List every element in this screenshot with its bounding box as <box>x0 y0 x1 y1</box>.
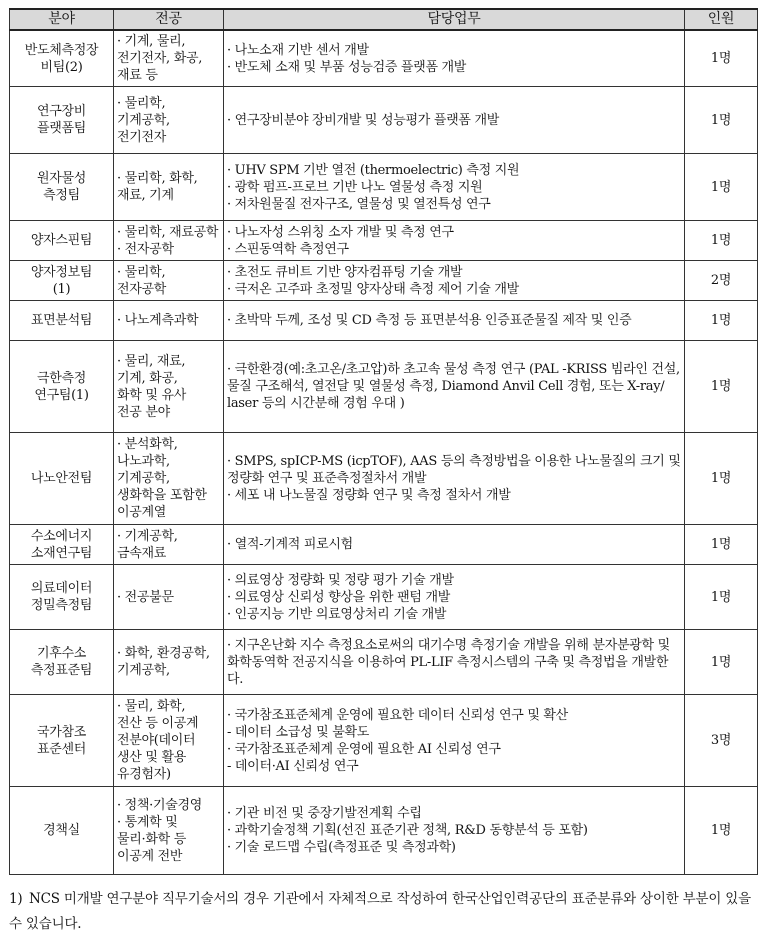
major-cell-line: · 기계, 물리, <box>117 34 186 49</box>
field-cell-line: 나노안전팀 <box>30 471 93 486</box>
duty-cell-line: · 극저온 고주파 초정밀 양자상태 측정 제어 기술 개발 <box>227 281 519 297</box>
major-cell-line: 기계공학, <box>117 112 170 128</box>
field-cell-line: 플랫폼팀 <box>36 121 87 136</box>
footnote-mark: 1) <box>9 891 23 907</box>
duty-cell-line: · 초전도 큐비트 기반 양자컴퓨팅 기술 개발 <box>227 264 463 280</box>
major-cell-line: 전공 분야 <box>117 404 170 420</box>
field-cell <box>10 787 114 875</box>
header-field: 분야 <box>10 9 114 30</box>
table-row <box>10 30 758 87</box>
field-cell <box>10 565 114 630</box>
duty-cell <box>224 525 685 565</box>
count-cell: 1명 <box>685 301 758 341</box>
field-cell <box>10 341 114 433</box>
field-cell-line: 극한측정 <box>36 370 87 386</box>
major-cell-line: · 물리, 재료, <box>117 353 186 369</box>
header-major: 전공 <box>114 9 224 30</box>
duty-cell-line: · 국가참조표준체계 운영에 필요한 데이터 신뢰성 연구 및 확산 <box>227 707 568 723</box>
major-cell-line: · 전공불문 <box>117 589 174 605</box>
major-cell-line: · 정책·기술경영 <box>117 797 203 813</box>
duty-cell-line: · 의료영상 신뢰성 향상을 위한 팬텀 개발 <box>227 589 450 605</box>
field-cell-line: 양자스핀팀 <box>30 233 93 248</box>
recruitment-table <box>9 8 758 875</box>
duty-cell-line: · 나노소재 기반 센서 개발 <box>227 42 369 58</box>
table-body <box>10 30 758 875</box>
major-cell-line: 전분야(데이터 <box>117 733 196 748</box>
footnote-text: NCS 미개발 연구분야 직무기술서의 경우 기관에서 자체적으로 작성하여 한국산업인력공단의 표준분류와 상이한 부분이 있을 수 있습니다. <box>9 891 751 932</box>
duty-cell-line: · 반도체 소재 및 부품 성능검증 플랫폼 개발 <box>227 59 467 75</box>
count-cell: 1명 <box>685 30 758 87</box>
major-cell <box>114 565 224 630</box>
count-cell: 1명 <box>685 221 758 261</box>
duty-cell-line: · 나노자성 스위칭 소자 개발 및 측정 연구 <box>227 224 454 240</box>
major-cell-line: 전산 등 이공계 <box>117 716 199 731</box>
footnote <box>9 887 761 937</box>
duty-cell <box>224 565 685 630</box>
count-cell: 2명 <box>685 261 758 301</box>
major-cell-line: 기계, 화공, <box>117 370 178 386</box>
count-cell: 1명 <box>685 341 758 433</box>
field-cell-line: 소재연구팀 <box>30 545 93 561</box>
table-row <box>10 87 758 154</box>
major-cell-line: 기계공학, <box>117 471 170 486</box>
major-cell-line: · 통계학 및 <box>117 814 178 830</box>
major-cell-line: 전기전자 <box>117 129 167 145</box>
field-cell-line: 연구팀(1) <box>34 387 89 403</box>
table-row <box>10 630 758 695</box>
field-cell <box>10 154 114 221</box>
field-cell-line: 반도체측정장 <box>24 42 99 58</box>
duty-cell <box>224 301 685 341</box>
duty-cell-line: · 연구장비분야 장비개발 및 성능평가 플랫폼 개발 <box>227 112 499 128</box>
major-cell <box>114 154 224 221</box>
count-cell: 1명 <box>685 87 758 154</box>
major-cell <box>114 30 224 87</box>
major-cell <box>114 787 224 875</box>
major-cell-line: 재료 등 <box>117 68 158 83</box>
field-cell-line: 수소에너지 <box>30 528 93 544</box>
count-cell: 1명 <box>685 630 758 695</box>
duty-cell-line: · SMPS, spICP-MS (icpTOF), AAS 등의 측정방법을 이용한 나노물질의 크기 및 정량화 연구 및 표준측정절차서 개발 <box>227 454 681 486</box>
major-cell-line: 유경험자) <box>117 767 171 782</box>
duty-cell <box>224 695 685 787</box>
duty-cell-line: · 의료영상 정량화 및 정량 평가 기술 개발 <box>227 572 454 588</box>
major-cell-line: · 분석화학, <box>117 437 178 452</box>
major-cell <box>114 221 224 261</box>
header-duties: 담당업무 <box>224 9 685 30</box>
duty-cell-line: · 기관 비전 및 중장기발전계획 수립 <box>227 806 422 821</box>
duty-cell <box>224 87 685 154</box>
field-cell-line: 양자정보팀 <box>30 264 93 280</box>
field-cell-line: 원자물성 <box>36 171 87 186</box>
major-cell <box>114 261 224 301</box>
duty-cell <box>224 221 685 261</box>
major-cell-line: · 물리, 화학, <box>117 699 186 714</box>
header-count: 인원 <box>685 9 758 30</box>
table-row <box>10 525 758 565</box>
major-cell-line: · 물리학, 재료공학 <box>117 224 219 240</box>
duty-cell-line: · 지구온난화 지수 측정요소로써의 대기수명 측정기술 개발을 위해 분자분광학 및 화학동역학 전공지식을 이용하여 PL-LIF 측정시스템의 구축 및 측정법을 개발한다. <box>227 637 670 687</box>
field-cell-line: 표준센터 <box>36 741 87 757</box>
field-cell-line: 표면분석팀 <box>30 313 93 328</box>
duty-cell-line: · UHV SPM 기반 열전 (thermoelectric) 측정 지원 <box>227 162 520 178</box>
major-cell <box>114 695 224 787</box>
major-cell <box>114 87 224 154</box>
table-row <box>10 565 758 630</box>
major-cell <box>114 525 224 565</box>
major-cell <box>114 630 224 695</box>
count-cell: 1명 <box>685 433 758 525</box>
field-cell-line: 의료데이터 <box>30 581 93 596</box>
duty-cell-line: · 스핀동역학 측정연구 <box>227 241 349 257</box>
major-cell <box>114 433 224 525</box>
duty-cell-line: · 인공지능 기반 의료영상처리 기술 개발 <box>227 606 447 622</box>
major-cell-line: 화학 및 유사 <box>117 387 186 403</box>
major-cell-line: · 기계공학, <box>117 528 178 544</box>
count-cell: 1명 <box>685 525 758 565</box>
field-cell <box>10 261 114 301</box>
major-cell-line: · 물리학, <box>117 95 166 111</box>
table-row <box>10 154 758 221</box>
duty-cell <box>224 787 685 875</box>
major-cell <box>114 341 224 433</box>
major-cell-line: · 물리학, 화학, <box>117 171 198 186</box>
table-header-row <box>10 9 758 30</box>
duty-cell-line: - 데이터 소급성 및 불확도 <box>227 724 370 740</box>
field-cell-line: 기후수소 <box>36 646 87 661</box>
duty-cell <box>224 261 685 301</box>
field-cell <box>10 695 114 787</box>
duty-cell-line: · 열적-기계적 피로시험 <box>227 537 353 552</box>
field-cell-line: 경책실 <box>43 823 80 838</box>
duty-cell <box>224 30 685 87</box>
duty-cell <box>224 154 685 221</box>
duty-cell-line: · 초박막 두께, 조성 및 CD 측정 등 표면분석용 인증표준물질 제작 및 인증 <box>227 313 632 328</box>
field-cell <box>10 433 114 525</box>
major-cell-line: 금속재료 <box>117 545 167 561</box>
table-row <box>10 261 758 301</box>
major-cell <box>114 301 224 341</box>
duty-cell-line: - 데이터·AI 신뢰성 연구 <box>227 758 359 774</box>
duty-cell <box>224 630 685 695</box>
table-row <box>10 341 758 433</box>
major-cell-line: 생산 및 활용 <box>117 750 186 765</box>
field-cell <box>10 525 114 565</box>
major-cell-line: 전기전자, 화공, <box>117 51 203 66</box>
duty-cell-line: · 국가참조표준체계 운영에 필요한 AI 신뢰성 연구 <box>227 741 501 757</box>
field-cell-line: 측정표준팀 <box>30 663 93 678</box>
major-cell-line: 생화학을 포함한 <box>117 488 207 503</box>
field-cell <box>10 221 114 261</box>
major-cell-line: 이공계 전반 <box>117 848 183 864</box>
field-cell-line: 측정팀 <box>43 188 80 203</box>
field-cell <box>10 87 114 154</box>
count-cell: 1명 <box>685 787 758 875</box>
major-cell-line: 물리·화학 등 <box>117 831 186 847</box>
major-cell-line: · 전자공학 <box>117 241 174 257</box>
field-cell <box>10 301 114 341</box>
major-cell-line: · 화학, 환경공학, <box>117 646 210 661</box>
major-cell-line: 나노과학, <box>117 454 170 469</box>
field-cell <box>10 630 114 695</box>
field-cell <box>10 30 114 87</box>
major-cell-line: 전자공학 <box>117 281 167 297</box>
major-cell-line: · 나노계측과학 <box>117 313 199 328</box>
table-row <box>10 221 758 261</box>
major-cell-line: 기계공학, <box>117 663 170 678</box>
field-cell-line: 정밀측정팀 <box>30 598 93 613</box>
field-cell-line: (1) <box>52 281 71 297</box>
table-row <box>10 301 758 341</box>
table-row <box>10 695 758 787</box>
duty-cell <box>224 341 685 433</box>
duty-cell-line: · 세포 내 나노물질 정량화 연구 및 측정 절차서 개발 <box>227 488 511 503</box>
major-cell-line: 재료, 기계 <box>117 188 174 203</box>
duty-cell-line: · 극한환경(예:초고온/초고압)하 초고속 물성 측정 연구 (PAL -KRISS 빔라인 건설, 물질 구조해석, 열전달 및 열물성 측정, Diamond Anvil Cell 경험, 또는 X-ray/ laser 등의 시간분해 경험 우대 ) <box>227 362 680 411</box>
duty-cell <box>224 433 685 525</box>
field-cell-line: 국가참조 <box>36 724 87 740</box>
major-cell-line: 이공계열 <box>117 505 167 520</box>
duty-cell-line: · 과학기술정책 기획(선진 표준기관 정책, R&D 동향분석 등 포함) <box>227 823 588 838</box>
count-cell: 1명 <box>685 565 758 630</box>
table-row <box>10 433 758 525</box>
duty-cell-line: · 저차원물질 전자구조, 열물성 및 열전특성 연구 <box>227 196 491 212</box>
field-cell-line: 비팀(2) <box>40 59 83 75</box>
count-cell: 1명 <box>685 154 758 221</box>
duty-cell-line: · 광학 펌프-프로브 기반 나노 열물성 측정 지원 <box>227 179 483 195</box>
major-cell-line: · 물리학, <box>117 264 166 280</box>
duty-cell-line: · 기술 로드맵 수립(측정표준 및 측정과학) <box>227 840 456 855</box>
table-row <box>10 787 758 875</box>
count-cell: 3명 <box>685 695 758 787</box>
field-cell-line: 연구장비 <box>36 104 87 119</box>
